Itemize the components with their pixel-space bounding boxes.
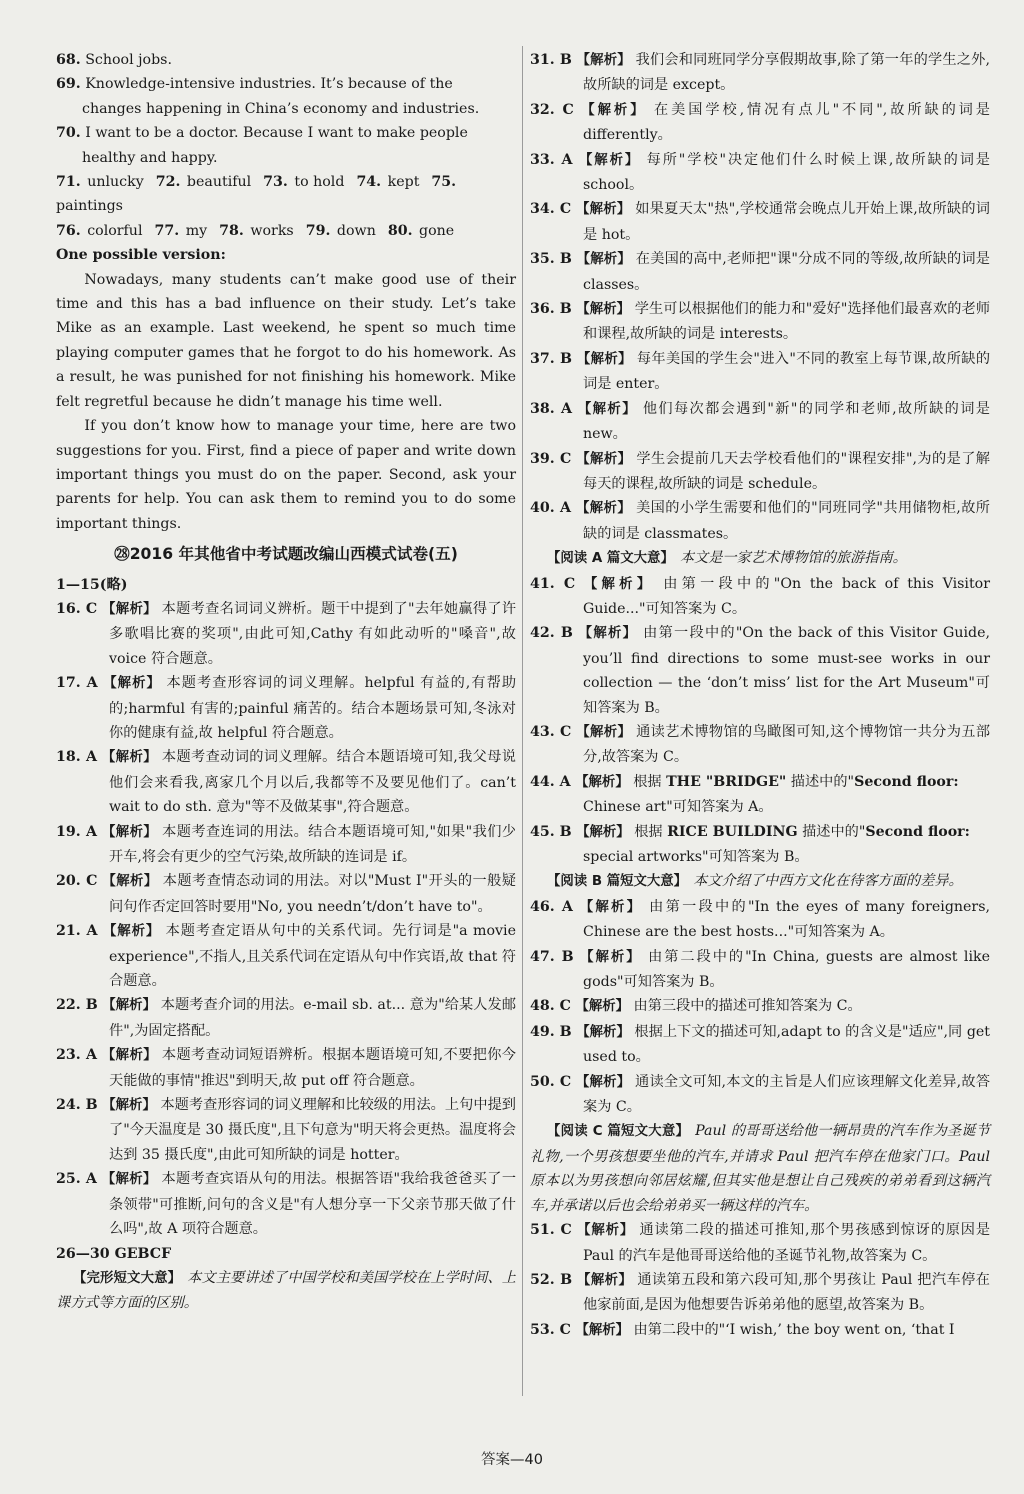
item-text: 学生会提前几天去学校看他们的"课程安排",为的是了解每天的课程,故所缺的词是 schedule。	[583, 450, 990, 492]
item-number: 69.	[56, 76, 81, 93]
explained-item	[530, 1318, 990, 1343]
item-number: 20. C	[56, 873, 98, 890]
item-text: 本题考查形容词的词义理解和比较级的用法。上句中提到了"今天温度是 30 摄氏度",且下句意为"明天将会更热。温度将会达到 35 摄氏度",由此可知所缺的词是 hotter。	[109, 1097, 516, 1163]
analysis-tag: 【解析】	[101, 1172, 157, 1188]
analysis-tag: 【解析】	[576, 53, 631, 68]
essay-paragraph: Nowadays, many students can’t make good use of their time and this has a bad influence on their study. Let’s take Mike as an example. Last weekend, he spent so much time playing computer games that he forgot to do his homework. As a result, he was punished for not finishing his homework. Mike felt regretful because he didn’t manage his time well.	[56, 271, 516, 410]
item-text: 通读艺术博物馆的鸟瞰图可知,这个博物馆一共分为五部分,故答案为 C。	[583, 723, 991, 766]
analysis-tag: 【解析】	[575, 774, 629, 790]
explained-item	[530, 148, 990, 198]
item-number: 38. A	[530, 400, 573, 417]
item-number: 46. A	[530, 898, 573, 915]
item-number: 79.	[305, 222, 331, 239]
item-number: 18. A	[56, 749, 98, 766]
analysis-tag: 【解析】	[102, 924, 161, 940]
item-text: 他们每次都会遇到"新"的同学和老师,故所缺的词是 new。	[583, 400, 990, 443]
item-answer: gone	[419, 222, 455, 239]
answer-item	[56, 72, 516, 121]
item-text: 由第一段中的"On the back of this Visitor Guide..."可知答案为 C。	[583, 575, 990, 617]
analysis-tag: 【解析】	[103, 676, 161, 692]
analysis-tag: 【解析】	[576, 451, 632, 467]
item-number: 51. C	[530, 1222, 572, 1239]
explained-item	[530, 572, 990, 622]
analysis-tag: 【解析】	[580, 949, 642, 965]
item-answer: beautiful	[186, 174, 252, 191]
item-answer: to hold	[294, 174, 345, 191]
column-divider	[522, 46, 523, 1396]
item-text: 在美国的高中,老师把"课"分成不同的等级,故所缺的词是 classes。	[583, 251, 990, 293]
analysis-tag: 【解析】	[579, 899, 643, 915]
item-answer: down	[336, 222, 376, 239]
item-number: 80.	[387, 222, 413, 239]
explained-item	[56, 820, 516, 870]
item-text: 由第三段中的描述可推知答案为 C。	[633, 998, 862, 1015]
item-number: 23. A	[56, 1047, 98, 1064]
item-text: 在美国学校,情况有点儿"不同",故所缺的词是 differently。	[583, 101, 990, 144]
explained-item	[530, 1020, 990, 1070]
analysis-tag: 【解析】	[101, 824, 158, 840]
range-label: 1—15(略)	[56, 576, 128, 593]
explained-item	[56, 993, 516, 1043]
item-text: 通读第五段和第六段可知,那个男孩让 Paul 把汽车停在他家前面,是因为他想要告诉弟弟他的愿望,故答案为 B。	[583, 1271, 990, 1314]
item-number: 44. A	[530, 773, 571, 790]
range-label: 26—30 GEBCF	[56, 1245, 172, 1262]
analysis-tag: 【解析】	[575, 501, 632, 517]
section-title: ㉘2016 年其他省中考试题改编山西模式试卷(五)	[114, 545, 458, 564]
item-number: 32. C	[530, 101, 574, 118]
analysis-tag: 【解析】	[578, 152, 641, 168]
item-number: 73.	[263, 174, 288, 191]
item-text: 通读第二段的描述可推知,那个男孩感到惊讶的原因是 Paul 的汽车是他哥哥送给他的圣诞节礼物,故答案为 C。	[583, 1222, 991, 1264]
analysis-tag: 【解析】	[578, 626, 638, 642]
explained-item	[56, 1093, 516, 1167]
analysis-tag: 【解析】	[576, 252, 632, 268]
item-text: 每年美国的学生会"进入"不同的教室上每节课,故所缺的词是 enter。	[583, 350, 991, 393]
explained-item	[530, 197, 990, 247]
analysis-tag: 【解析】	[576, 724, 632, 740]
item-text: 学生可以根据他们的能力和"爱好"选择他们最喜欢的老师和课程,故所缺的词是 interests。	[583, 301, 991, 343]
explained-item	[530, 820, 990, 870]
explained-item	[530, 994, 990, 1019]
analysis-tag: 【解析】	[101, 1048, 157, 1064]
item-text: 根据	[634, 823, 668, 840]
item-number: 71.	[56, 174, 81, 191]
item-text: I want to be a doctor. Because I want to make people healthy and happy.	[82, 125, 468, 166]
item-text-bold: Second floor:	[865, 823, 970, 840]
explained-item	[530, 496, 990, 546]
item-number: 24. B	[56, 1097, 98, 1114]
analysis-tag: 【解析】	[576, 824, 630, 840]
analysis-tag: 【解析】	[101, 750, 157, 766]
explained-item	[56, 745, 516, 819]
page-footer: 答案—40	[481, 1452, 543, 1468]
analysis-tag: 【解析】	[583, 576, 655, 592]
explained-item	[530, 297, 990, 347]
summary-tag: 【完形短文大意】	[73, 1270, 182, 1286]
item-number: 72.	[155, 174, 181, 191]
item-text: 由第二段中的"In China, guests are almost like gods"可知答案为 B。	[583, 948, 990, 991]
analysis-tag: 【解析】	[575, 999, 629, 1015]
analysis-tag: 【解析】	[102, 601, 157, 617]
explained-item	[530, 1268, 990, 1318]
item-answer: colorful	[87, 222, 143, 239]
item-answer: unlucky	[87, 174, 144, 191]
item-number: 25. A	[56, 1171, 97, 1188]
item-text: 本题考查情态动词的用法。对以"Must I"开头的一般疑问句作否定回答时要用"No, you needn’t/don’t have to"。	[109, 873, 516, 915]
item-number: 41. C	[530, 575, 576, 592]
explained-item	[56, 1167, 516, 1241]
summary-text: 本文介绍了中西方文化在待客方面的差异。	[693, 873, 963, 890]
summary-paragraph	[56, 1266, 516, 1316]
item-text: 本题考查形容词的词义理解。helpful 有益的,有帮助的;harmful 有害的;painful 痛苦的。结合本题场景可知,冬泳对你的健康有益,故 helpful 符合题意。	[109, 675, 517, 741]
item-number: 17. A	[56, 675, 98, 692]
left-column	[56, 48, 516, 1316]
item-number: 53. C	[530, 1321, 571, 1338]
analysis-tag: 【解析】	[102, 998, 157, 1014]
item-number: 47. B	[530, 948, 574, 965]
item-text: School jobs.	[85, 52, 172, 68]
item-text: 本题考查动词短语辨析。根据本题语境可知,不要把你今天能做的事情"推迟"到明天,故 put off 符合题意。	[109, 1047, 516, 1089]
item-number: 74.	[356, 174, 382, 191]
summary-tag: 【阅读 C 篇短文大意】	[547, 1124, 690, 1140]
answer-row	[56, 219, 516, 243]
explained-item	[530, 621, 990, 720]
item-number: 36. B	[530, 301, 572, 318]
summary-text: 本文是一家艺术博物馆的旅游指南。	[679, 550, 907, 567]
item-text: 本题考查连词的用法。结合本题语境可知,"如果"我们少开车,将会有更少的空气污染,故所缺的连词是 if。	[109, 823, 516, 865]
item-answer: kept	[387, 174, 420, 191]
analysis-tag: 【解析】	[576, 302, 631, 318]
item-text: 描述中的"	[797, 823, 866, 840]
explained-item	[56, 597, 516, 671]
summary-paragraph	[530, 869, 990, 894]
item-number: 37. B	[530, 350, 572, 367]
item-answer: paintings	[56, 198, 123, 215]
explained-item	[56, 869, 516, 919]
item-number: 70.	[56, 125, 81, 142]
item-number: 68.	[56, 52, 81, 68]
item-text: 本题考查动词的词义理解。结合本题语境可知,我父母说他们会来看我,离家几个月以后,我都等不及要见他们了。can’t wait to do sth. 意为"等不及做某事",符合题意。	[109, 749, 516, 816]
item-number: 45. B	[530, 823, 572, 840]
item-text: 通读全文可知,本文的主旨是人们应该理解文化差异,故答案为 C。	[583, 1073, 991, 1116]
item-number: 48. C	[530, 998, 571, 1015]
item-number: 22. B	[56, 997, 98, 1014]
answer-item	[56, 121, 516, 170]
item-number: 39. C	[530, 450, 572, 467]
analysis-tag: 【解析】	[576, 1024, 630, 1040]
item-text: 由第二段中的"‘I wish,’ the boy went on, ‘that I	[633, 1321, 955, 1338]
item-number: 21. A	[56, 923, 98, 940]
explained-item	[530, 945, 990, 995]
answer-item	[56, 48, 516, 72]
analysis-tag: 【解析】	[575, 202, 631, 218]
essay-paragraph: If you don’t know how to manage your time, here are two suggestions for you. First, find a piece of paper and write down important things you must do on the paper. Second, ask your parents for help. You can ask them to remind you to do some important things.	[56, 418, 516, 532]
item-number: 42. B	[530, 625, 573, 642]
analysis-tag: 【解析】	[581, 102, 647, 118]
essay-heading: One possible version:	[56, 247, 226, 264]
item-text: 本题考查名词词义辨析。题干中提到了"去年她赢得了许多歌唱比赛的奖项",由此可知,Cathy 有如此动听的"嗓音",故 voice 符合题意。	[109, 600, 517, 667]
explained-item	[530, 447, 990, 497]
item-number: 78.	[219, 222, 244, 239]
analysis-tag: 【解析】	[576, 351, 632, 367]
summary-tag: 【阅读 A 篇文大意】	[547, 551, 674, 567]
analysis-tag: 【解析】	[102, 1098, 156, 1114]
summary-text: 本文主要讲述了中国学校和美国学校在上学时间、上课方式等方面的区别。	[56, 1269, 516, 1312]
explained-item	[530, 1218, 990, 1268]
item-text-bold: RICE BUILDING	[667, 823, 798, 840]
explained-item	[530, 397, 990, 447]
item-answer: works	[250, 222, 294, 239]
item-number: 40. A	[530, 500, 572, 517]
explained-item	[530, 48, 990, 98]
item-number: 43. C	[530, 723, 572, 740]
analysis-tag: 【解析】	[575, 1074, 631, 1090]
explained-item	[530, 98, 990, 148]
item-number: 49. B	[530, 1023, 572, 1040]
explained-item	[530, 347, 990, 397]
analysis-tag: 【解析】	[577, 401, 637, 417]
item-text: 本题考查宾语从句的用法。根据答语"我给我爸爸买了一条领带"可推断,问句的含义是"有人想分享一下父亲节那天做了什么吗",故 A 项符合题意。	[109, 1171, 517, 1238]
item-text: 本题考查定语从句中的关系代词。先行词是"a movie experience",不指人,且关系代词在定语从句中作宾语,故 that 符合题意。	[109, 923, 516, 990]
item-text: 本题考查介词的用法。e-mail sb. at... 意为"给某人发邮件",为固定搭配。	[109, 997, 517, 1039]
item-text-bold: THE "BRIDGE"	[666, 773, 787, 790]
right-column	[530, 48, 990, 1343]
item-text: special artworks"可知答案为 B。	[583, 849, 809, 865]
explained-item	[530, 770, 990, 820]
item-text: 由第一段中的"On the back of this Visitor Guide, you’ll find directions to some must-see works in our collection — the ‘don’t miss’ list for the Art Museum"可知答案为 B。	[583, 625, 990, 716]
item-number: 50. C	[530, 1073, 572, 1090]
item-number: 76.	[56, 222, 81, 239]
explained-item	[530, 720, 990, 770]
analysis-tag: 【解析】	[575, 1322, 629, 1338]
summary-paragraph	[530, 1119, 990, 1218]
item-number: 52. B	[530, 1271, 573, 1288]
analysis-tag: 【解析】	[577, 1223, 635, 1239]
item-text-bold: Second floor:	[854, 773, 959, 790]
explained-item	[56, 1043, 516, 1093]
item-number: 75.	[431, 174, 457, 191]
item-text: Chinese art"可知答案为 A。	[583, 799, 773, 816]
item-number: 34. C	[530, 201, 572, 218]
explained-item	[56, 919, 516, 993]
item-text: 根据上下文的描述可知,adapt to 的含义是"适应",同 get used to。	[583, 1023, 990, 1066]
summary-text: Paul 的哥哥送给他一辆昂贵的汽车作为圣诞节礼物,一个男孩想要坐他的汽车,并请求 Paul 把汽车停在他家门口。Paul 原本以为男孩想向邻居炫耀,但其实他是想让自己残疾的弟弟看到这辆汽车,并承诺以后也会给弟弟买一辆这样的汽车。	[530, 1123, 990, 1214]
summary-tag: 【阅读 B 篇短文大意】	[547, 874, 688, 890]
item-answer: my	[185, 222, 208, 239]
item-number: 77.	[154, 222, 180, 239]
analysis-tag: 【解析】	[577, 1272, 633, 1288]
item-text: 如果夏天太"热",学校通常会晚点儿开始上课,故所缺的词是 hot。	[583, 201, 990, 243]
item-text: 由第一段中的"In the eyes of many foreigners, Chinese are the best hosts..."可知答案为 A。	[583, 898, 991, 941]
item-text: 每所"学校"决定他们什么时候上课,故所缺的词是 school。	[583, 151, 990, 194]
explained-item	[530, 1070, 990, 1120]
summary-paragraph	[530, 546, 990, 571]
item-number: 19. A	[56, 823, 98, 840]
item-number: 16. C	[56, 600, 98, 617]
item-text: 描述中的"	[786, 773, 855, 790]
item-text: 美国的小学生需要和他们的"同班同学"共用储物柜,故所缺的词是 classmates。	[583, 500, 990, 542]
explained-item	[56, 671, 516, 745]
analysis-tag: 【解析】	[102, 874, 158, 890]
item-text: 根据	[633, 773, 667, 790]
item-number: 33. A	[530, 151, 573, 168]
answer-row	[56, 170, 516, 219]
explained-item	[530, 247, 990, 297]
item-number: 31. B	[530, 52, 572, 68]
item-text: 我们会和同班同学分享假期故事,除了第一年的学生之外,故所缺的词是 except。	[583, 52, 990, 94]
explained-item	[530, 895, 990, 945]
item-text: Knowledge-intensive industries. It’s because of the changes happening in China’s economy and industries.	[82, 76, 480, 117]
item-number: 35. B	[530, 251, 572, 268]
